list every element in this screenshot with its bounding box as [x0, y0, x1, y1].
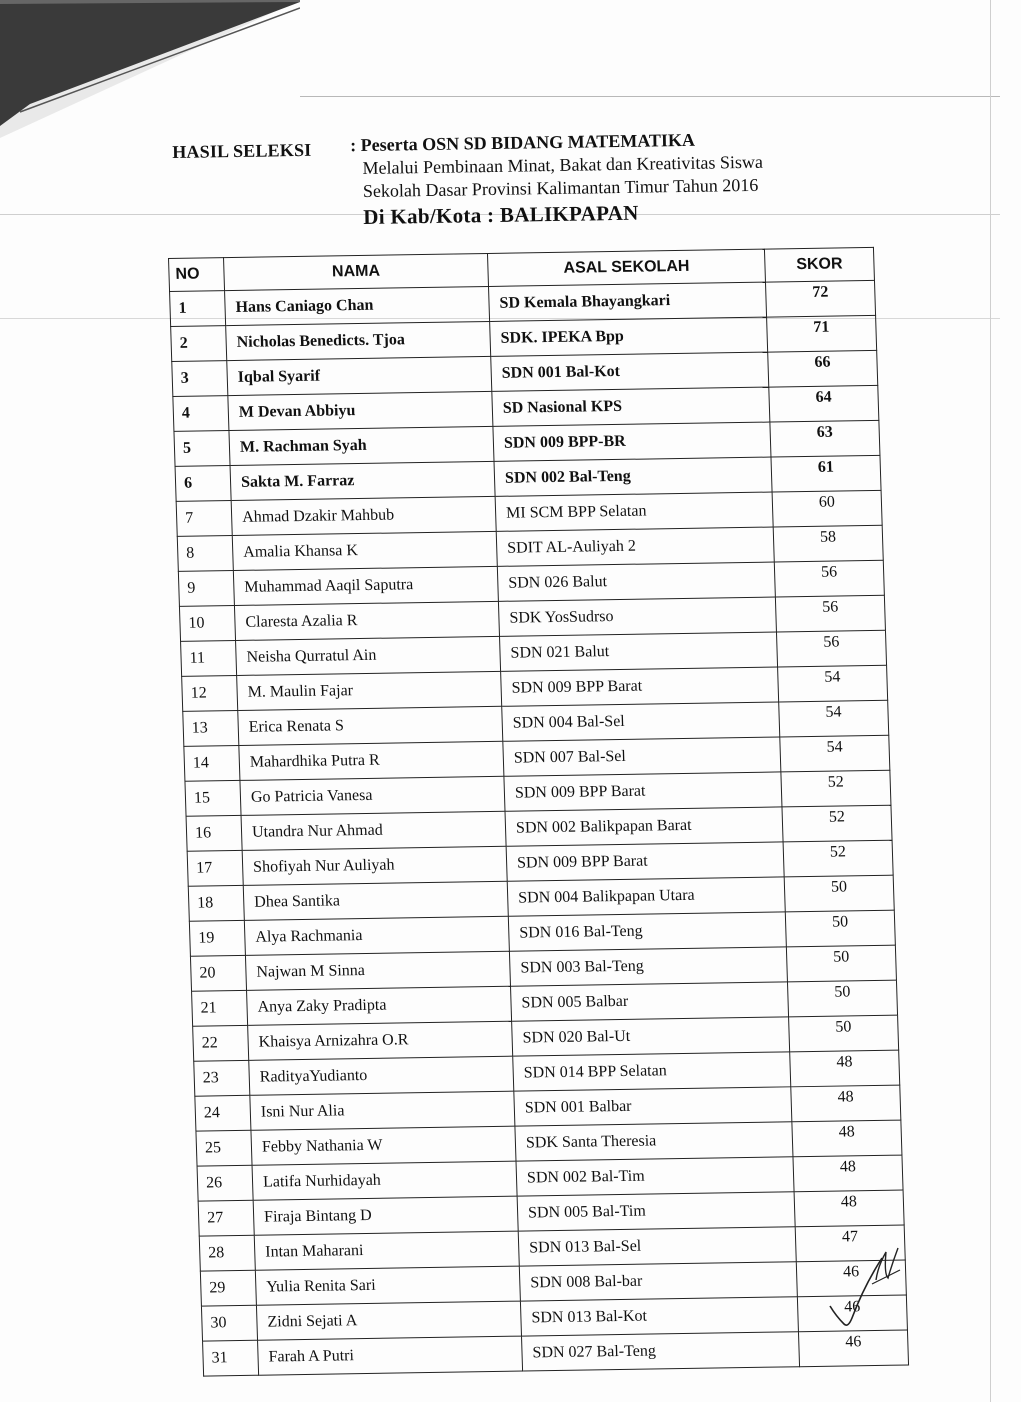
- cell-asal: SDK YosSudrso: [498, 597, 776, 636]
- cell-skor: 48: [793, 1155, 903, 1192]
- cell-nama: Iqbal Syarif: [227, 356, 492, 395]
- cell-no: 6: [175, 466, 231, 502]
- cell-asal: SDN 009 BPP Barat: [501, 667, 779, 706]
- column-header-no: NO: [169, 258, 225, 292]
- cell-asal: SDK. IPEKA Bpp: [490, 317, 768, 356]
- cell-no: 9: [178, 571, 234, 607]
- cell-nama: Erica Renata S: [238, 706, 503, 745]
- cell-no: 26: [197, 1165, 253, 1201]
- cell-no: 7: [176, 501, 232, 537]
- cell-no: 12: [182, 675, 238, 711]
- cell-skor: 66: [768, 350, 878, 387]
- results-table: [168, 247, 909, 1377]
- cell-no: 31: [203, 1340, 259, 1376]
- column-header-nama: NAMA: [224, 253, 489, 290]
- cell-no: 15: [185, 780, 241, 816]
- cell-asal: SDN 008 Bal-bar: [519, 1262, 797, 1301]
- cell-nama: Sakta M. Farraz: [230, 461, 495, 500]
- scan-artifact-line: [990, 0, 991, 1402]
- cell-nama: Khaisya Arnizahra O.R: [248, 1021, 513, 1060]
- cell-no: 10: [179, 605, 235, 641]
- cell-no: 20: [190, 955, 246, 991]
- cell-nama: Latifa Nurhidayah: [252, 1161, 517, 1200]
- cell-nama: Neisha Qurratul Ain: [236, 636, 501, 675]
- cell-asal: SDN 007 Bal-Sel: [503, 737, 781, 776]
- cell-asal: SDN 014 BPP Selatan: [513, 1052, 791, 1091]
- cell-skor: 60: [772, 490, 882, 527]
- cell-skor: 54: [779, 700, 889, 737]
- cell-nama: Farah A Putri: [258, 1336, 523, 1375]
- cell-nama: Firaja Bintang D: [253, 1196, 518, 1235]
- cell-asal: SDN 009 BPP Barat: [504, 772, 782, 811]
- handwritten-signature: [826, 1244, 906, 1334]
- cell-skor: 52: [782, 805, 892, 842]
- table-body: [170, 280, 909, 1376]
- cell-nama: Alya Rachmania: [244, 916, 509, 955]
- cell-skor: 48: [790, 1050, 900, 1087]
- cell-nama: Anya Zaky Pradipta: [247, 986, 512, 1025]
- cell-skor: 52: [781, 770, 891, 807]
- cell-asal: SDN 002 Balikpapan Barat: [505, 807, 783, 846]
- cell-no: 23: [194, 1060, 250, 1096]
- cell-no: 17: [187, 850, 243, 886]
- header-label: HASIL SELEKSI: [172, 139, 312, 162]
- cell-nama: M. Rachman Syah: [229, 426, 494, 465]
- cell-asal: SDN 009 BPP-BR: [493, 422, 771, 461]
- cell-nama: RadityaYudianto: [249, 1056, 514, 1095]
- cell-no: 29: [200, 1270, 256, 1306]
- cell-no: 13: [183, 710, 239, 746]
- cell-asal: SD Kemala Bhayangkari: [489, 282, 767, 321]
- cell-nama: Najwan M Sinna: [245, 951, 510, 990]
- cell-nama: Hans Caniago Chan: [225, 286, 490, 325]
- cell-no: 16: [186, 815, 242, 851]
- cell-asal: SDN 021 Balut: [500, 632, 778, 671]
- cell-skor: 61: [771, 455, 881, 492]
- cell-asal: SDN 027 Bal-Teng: [521, 1332, 799, 1371]
- cell-skor: 64: [769, 385, 879, 422]
- cell-no: 25: [196, 1130, 252, 1166]
- cell-asal: SDK Santa Theresia: [515, 1122, 793, 1161]
- header-subtitle-year: Sekolah Dasar Provinsi Kalimantan Timur Tahun 2016: [362, 174, 759, 202]
- cell-skor: 54: [780, 735, 890, 772]
- cell-skor: 46: [797, 1295, 907, 1332]
- cell-asal: SDN 004 Bal-Sel: [502, 702, 780, 741]
- column-header-asal-sekolah: ASAL SEKOLAH: [487, 249, 765, 286]
- cell-asal: SDN 020 Bal-Ut: [512, 1017, 790, 1056]
- cell-nama: Isni Nur Alia: [250, 1091, 515, 1130]
- cell-asal: SDN 005 Balbar: [511, 982, 789, 1021]
- cell-nama: Mahardhika Putra R: [239, 741, 504, 780]
- column-header-skor: SKOR: [764, 247, 874, 282]
- cell-no: 19: [189, 920, 245, 956]
- cell-skor: 58: [773, 525, 883, 562]
- cell-asal: SDN 003 Bal-Teng: [509, 947, 787, 986]
- cell-nama: Muhammad Aaqil Saputra: [233, 566, 498, 605]
- cell-nama: Ahmad Dzakir Mahbub: [231, 496, 496, 535]
- header-title-block: [350, 127, 764, 231]
- results-table-wrapper: [168, 247, 909, 1377]
- header-title: : Peserta OSN SD BIDANG MATEMATIKA: [350, 129, 696, 156]
- cell-asal: SDN 002 Bal-Teng: [494, 457, 772, 496]
- cell-no: 21: [192, 990, 248, 1026]
- cell-nama: Amalia Khansa K: [232, 531, 497, 570]
- cell-skor: 47: [795, 1225, 905, 1262]
- cell-nama: Shofiyah Nur Auliyah: [242, 846, 507, 885]
- cell-skor: 50: [786, 945, 896, 982]
- cell-skor: 56: [774, 560, 884, 597]
- cell-no: 22: [193, 1025, 249, 1061]
- cell-no: 1: [170, 291, 226, 327]
- cell-no: 28: [199, 1235, 255, 1271]
- cell-nama: Dhea Santika: [243, 881, 508, 920]
- cell-skor: 48: [794, 1190, 904, 1227]
- cell-asal: SDN 013 Bal-Sel: [518, 1227, 796, 1266]
- header-subtitle: Melalui Pembinaan Minat, Bakat dan Kreativitas Siswa: [362, 151, 764, 179]
- cell-nama: M Devan Abbiyu: [228, 391, 493, 430]
- cell-no: 30: [201, 1305, 257, 1341]
- cell-skor: 46: [796, 1260, 906, 1297]
- cell-no: 4: [173, 396, 229, 432]
- cell-no: 11: [181, 640, 237, 676]
- cell-no: 18: [188, 885, 244, 921]
- cell-skor: 54: [778, 665, 888, 702]
- cell-no: 5: [174, 431, 230, 467]
- cell-asal: SDN 001 Balbar: [514, 1087, 792, 1126]
- cell-nama: Yulia Renita Sari: [255, 1266, 520, 1305]
- cell-nama: Utandra Nur Ahmad: [241, 811, 506, 850]
- cell-skor: 71: [767, 315, 877, 352]
- cell-skor: 63: [770, 420, 880, 457]
- cell-skor: 50: [785, 910, 895, 947]
- cell-skor: 46: [798, 1330, 908, 1367]
- cell-asal: MI SCM BPP Selatan: [495, 492, 773, 531]
- cell-no: 3: [172, 361, 228, 397]
- cell-asal: SDIT AL-Auliyah 2: [496, 527, 774, 566]
- cell-no: 2: [171, 326, 227, 362]
- cell-skor: 56: [775, 595, 885, 632]
- cell-nama: Zidni Sejati A: [256, 1301, 521, 1340]
- cell-nama: Claresta Azalia R: [234, 601, 499, 640]
- cell-asal: SDN 004 Balikpapan Utara: [507, 877, 785, 916]
- cell-asal: SDN 002 Bal-Tim: [516, 1157, 794, 1196]
- cell-skor: 56: [776, 630, 886, 667]
- cell-skor: 50: [787, 980, 897, 1017]
- cell-asal: SDN 013 Bal-Kot: [520, 1297, 798, 1336]
- cell-asal: SDN 001 Bal-Kot: [491, 352, 769, 391]
- cell-asal: SDN 016 Bal-Teng: [508, 912, 786, 951]
- cell-asal: SDN 005 Bal-Tim: [517, 1192, 795, 1231]
- cell-skor: 52: [783, 840, 893, 877]
- cell-no: 8: [177, 536, 233, 572]
- cell-skor: 48: [791, 1085, 901, 1122]
- cell-asal: SDN 009 BPP Barat: [506, 842, 784, 881]
- cell-nama: Febby Nathania W: [251, 1126, 516, 1165]
- cell-asal: SD Nasional KPS: [492, 387, 770, 426]
- header-city: Di Kab/Kota : BALIKPAPAN: [363, 200, 639, 230]
- cell-skor: 50: [789, 1015, 899, 1052]
- folded-page-corner: [0, 0, 300, 140]
- cell-asal: SDN 026 Balut: [497, 562, 775, 601]
- cell-no: 27: [198, 1200, 254, 1236]
- cell-nama: M. Maulin Fajar: [237, 671, 502, 710]
- cell-no: 24: [195, 1095, 251, 1131]
- scan-artifact-line: [300, 96, 1000, 97]
- cell-nama: Nicholas Benedicts. Tjoa: [226, 321, 491, 360]
- cell-skor: 50: [784, 875, 894, 912]
- cell-skor: 72: [765, 280, 875, 317]
- cell-nama: Intan Maharani: [254, 1231, 519, 1270]
- cell-nama: Go Patricia Vanesa: [240, 776, 505, 815]
- cell-skor: 48: [792, 1120, 902, 1157]
- cell-no: 14: [184, 745, 240, 781]
